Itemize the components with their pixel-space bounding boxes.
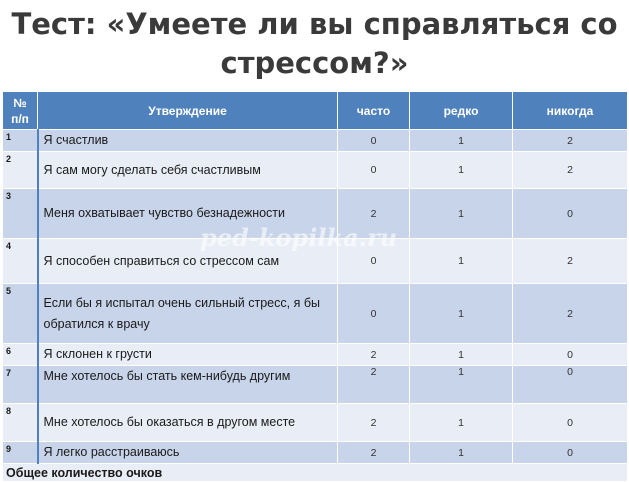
row-number: 9 [3, 442, 38, 464]
row-number: 7 [3, 366, 38, 404]
row-statement: Меня охватывает чувство безнадежности [38, 189, 338, 239]
row-never-score: 2 [513, 130, 628, 152]
row-rarely-score: 1 [410, 239, 513, 284]
header-never: никогда [513, 92, 628, 130]
test-table [2, 91, 628, 482]
row-never-score: 0 [513, 442, 628, 464]
row-rarely-score: 1 [410, 366, 513, 404]
title-line-1: Тест: «Умеете ли вы справляться со [11, 7, 618, 41]
row-statement: Я склонен к грусти [38, 344, 338, 366]
row-often-score: 2 [338, 344, 410, 366]
slide-title [0, 0, 629, 83]
row-often-score: 0 [338, 130, 410, 152]
row-number: 2 [3, 152, 38, 189]
row-statement: Мне хотелось бы стать кем-нибудь другим [38, 366, 338, 404]
table-row [3, 130, 628, 152]
total-score-label: Общее количество очков [3, 464, 628, 482]
table-row [3, 366, 628, 404]
row-statement: Я счастлив [38, 130, 338, 152]
row-statement: Я сам могу сделать себя счастливым [38, 152, 338, 189]
row-rarely-score: 1 [410, 152, 513, 189]
row-never-score: 0 [513, 344, 628, 366]
table-row [3, 239, 628, 284]
row-rarely-score: 1 [410, 284, 513, 344]
row-number: 6 [3, 344, 38, 366]
row-rarely-score: 1 [410, 442, 513, 464]
table-header-row [3, 92, 628, 130]
row-rarely-score: 1 [410, 130, 513, 152]
header-often: часто [338, 92, 410, 130]
row-often-score: 2 [338, 189, 410, 239]
header-num [3, 92, 38, 130]
table-row [3, 404, 628, 442]
row-number: 8 [3, 404, 38, 442]
header-num-line-2: п/п [11, 111, 29, 126]
total-row [3, 464, 628, 482]
table-row [3, 189, 628, 239]
row-statement: Если бы я испытал очень сильный стресс, я бы обратился к врачу [38, 284, 338, 344]
row-number: 1 [3, 130, 38, 152]
row-number: 4 [3, 239, 38, 284]
row-number: 3 [3, 189, 38, 239]
row-statement: Я легко расстраиваюсь [38, 442, 338, 464]
row-often-score: 0 [338, 239, 410, 284]
title-line-2: стрессом?» [220, 46, 409, 80]
table-row [3, 152, 628, 189]
row-often-score: 2 [338, 366, 410, 404]
header-num-line-1: № [13, 95, 27, 110]
table-row [3, 344, 628, 366]
row-never-score: 0 [513, 189, 628, 239]
row-never-score: 2 [513, 239, 628, 284]
row-rarely-score: 1 [410, 404, 513, 442]
row-often-score: 0 [338, 152, 410, 189]
row-number: 5 [3, 284, 38, 344]
row-statement: Мне хотелось бы оказаться в другом месте [38, 404, 338, 442]
watermark: ped-kopilka.ru [200, 223, 398, 252]
table-row [3, 284, 628, 344]
row-rarely-score: 1 [410, 344, 513, 366]
row-often-score: 0 [338, 284, 410, 344]
row-rarely-score: 1 [410, 189, 513, 239]
row-never-score: 2 [513, 152, 628, 189]
header-rarely: редко [410, 92, 513, 130]
row-often-score: 2 [338, 442, 410, 464]
header-statement: Утверждение [38, 92, 338, 130]
table-row [3, 442, 628, 464]
row-never-score: 0 [513, 404, 628, 442]
row-never-score: 0 [513, 366, 628, 404]
row-often-score: 2 [338, 404, 410, 442]
row-statement: Я способен справиться со стрессом сам [38, 239, 338, 284]
row-never-score: 2 [513, 284, 628, 344]
